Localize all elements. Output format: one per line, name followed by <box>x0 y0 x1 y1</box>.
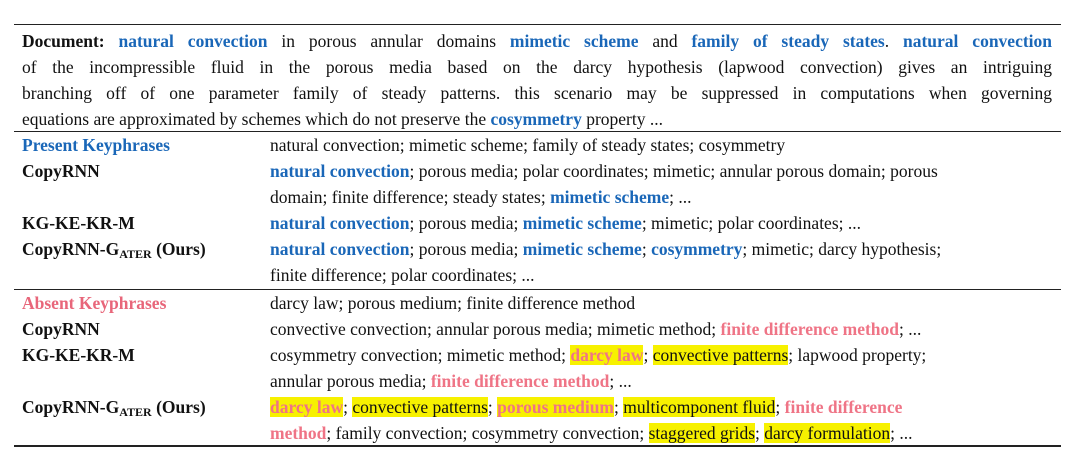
keyphrase-line <box>270 210 1052 236</box>
missed-keyphrase: finite difference method <box>720 319 900 339</box>
text-segment: annular porous media; <box>270 371 431 391</box>
keyphrase-row <box>22 210 1052 236</box>
present-keyphrase: natural convection <box>270 239 410 259</box>
text-segment: ; <box>643 345 653 365</box>
text-segment: ; lapwood property; <box>788 345 927 365</box>
text-segment: ; mimetic; darcy hypothesis; <box>742 239 942 259</box>
highlighted-missed-keyphrase: darcy law <box>270 397 344 417</box>
model-name-text: CopyRNN <box>22 161 100 181</box>
keyphrase-row <box>22 132 1052 158</box>
highlighted-keyphrase: darcy formulation <box>764 423 891 443</box>
highlighted-missed-keyphrase: darcy law <box>570 345 644 365</box>
present-keyphrase: mimetic scheme <box>509 31 639 51</box>
model-name <box>22 210 270 236</box>
missed-keyphrase: finite difference <box>784 397 903 417</box>
top-rule <box>14 24 1061 25</box>
present-keyphrase: natural convection <box>903 31 1053 51</box>
text-segment: equations are approximated by schemes which do not preserve the <box>22 109 491 129</box>
text-segment: ; <box>641 239 652 259</box>
keyphrase-line <box>270 262 1052 288</box>
keyphrase-line <box>270 368 1052 394</box>
highlighted-keyphrase: convective patterns <box>352 397 488 417</box>
document-line <box>22 54 1052 80</box>
text-segment: ; ... <box>669 187 692 207</box>
present-keyphrase: natural convection <box>118 31 268 51</box>
model-name-suffix: (Ours) <box>151 397 206 417</box>
text-segment: ; porous media; polar coordinates; mimetic; annular porous domain; porous <box>409 161 938 181</box>
keyphrase-line <box>270 184 1052 210</box>
text-segment: domain; finite difference; steady states; <box>270 187 551 207</box>
keyphrase-list <box>270 236 1052 288</box>
keyphrase-row <box>22 158 1052 210</box>
keyphrase-line <box>270 132 1052 158</box>
keyphrase-list <box>270 394 1052 446</box>
keyphrase-line <box>270 316 1052 342</box>
present-keyphrase: mimetic scheme <box>522 213 642 233</box>
missed-keyphrase: finite difference method <box>430 371 610 391</box>
text-segment: darcy law; porous medium; finite difference method <box>270 293 636 313</box>
keyphrase-line <box>270 290 1052 316</box>
text-segment: natural convection; mimetic scheme; family of steady states; cosymmetry <box>270 135 786 155</box>
text-segment: ; <box>487 397 498 417</box>
model-name-text: CopyRNN <box>22 319 100 339</box>
text-segment: of the incompressible fluid in the porous media based on the darcy hypothesis (lapwood convection) gives an intriguing <box>22 57 1052 77</box>
keyphrase-line <box>270 236 1052 262</box>
model-name <box>22 316 270 342</box>
text-segment: branching off of one parameter family of steady patterns. this scenario may be suppressed in computations when governing <box>22 83 1052 103</box>
model-name <box>22 236 270 288</box>
text-segment: ; family convection; cosymmetry convection; <box>326 423 649 443</box>
model-name <box>22 342 270 394</box>
text-segment: . <box>884 31 903 51</box>
keyphrase-row <box>22 342 1052 394</box>
document-line <box>22 28 1052 54</box>
keyphrase-list <box>270 342 1052 394</box>
present-keyphrase: natural convection <box>270 213 410 233</box>
keyphrase-list <box>270 210 1052 236</box>
keyphrase-line <box>270 394 1052 420</box>
present-keyphrases-label <box>22 132 270 158</box>
keyphrase-row <box>22 316 1052 342</box>
text-segment: ; <box>343 397 353 417</box>
text-segment: ; <box>775 397 785 417</box>
document-line <box>22 80 1052 106</box>
keyphrase-list <box>270 158 1052 210</box>
bottom-rule <box>14 445 1061 447</box>
document-line <box>22 106 1052 132</box>
text-segment: ; ... <box>890 423 913 443</box>
keyphrase-list <box>270 132 1052 158</box>
text-segment: convective convection; annular porous media; mimetic method; <box>270 319 721 339</box>
keyphrase-row <box>22 394 1052 446</box>
text-segment: ; <box>614 397 624 417</box>
missed-keyphrase: method <box>270 423 327 443</box>
present-keyphrases-section <box>22 132 1052 288</box>
present-keyphrase: family of steady states <box>691 31 885 51</box>
present-keyphrase: mimetic scheme <box>522 239 642 259</box>
highlighted-missed-keyphrase: porous medium <box>497 397 615 417</box>
text-segment: cosymmetry convection; mimetic method; <box>270 345 571 365</box>
absent-keyphrases-label <box>22 290 270 316</box>
absent-keyphrases-section <box>22 290 1052 446</box>
document-line-content <box>119 31 1053 51</box>
keyphrase-list <box>270 316 1052 342</box>
text-segment: and <box>638 31 692 51</box>
document-paragraph <box>22 28 1052 132</box>
highlighted-keyphrase: multicomponent fluid <box>623 397 776 417</box>
text-segment: property ... <box>581 109 663 129</box>
present-keyphrase: cosymmetry <box>490 109 582 129</box>
text-segment: ; porous media; <box>409 239 523 259</box>
text-segment: finite difference; polar coordinates; ... <box>270 265 535 285</box>
model-name <box>22 394 270 446</box>
highlighted-keyphrase: staggered grids <box>648 423 756 443</box>
model-name-text: Absent Keyphrases <box>22 293 167 313</box>
model-name-subscript: ATER <box>119 405 152 419</box>
keyphrase-row <box>22 290 1052 316</box>
model-name-text: KG-KE-KR-M <box>22 345 135 365</box>
keyphrase-row <box>22 236 1052 288</box>
model-name-text: KG-KE-KR-M <box>22 213 135 233</box>
keyphrase-line <box>270 158 1052 184</box>
present-keyphrase: cosymmetry <box>651 239 743 259</box>
keyphrase-list <box>270 290 1052 316</box>
document-label: Document: <box>22 31 105 51</box>
text-segment: ; ... <box>899 319 922 339</box>
text-segment: ; ... <box>609 371 632 391</box>
text-segment: ; porous media; <box>409 213 523 233</box>
model-name <box>22 158 270 210</box>
model-name-text: CopyRNN-G <box>22 239 120 259</box>
present-keyphrase: mimetic scheme <box>550 187 670 207</box>
keyphrase-line <box>270 342 1052 368</box>
text-segment: ; mimetic; polar coordinates; ... <box>641 213 861 233</box>
highlighted-keyphrase: convective patterns <box>652 345 789 365</box>
text-segment: in porous annular domains <box>267 31 510 51</box>
model-name-text: Present Keyphrases <box>22 135 170 155</box>
present-keyphrase: natural convection <box>270 161 410 181</box>
model-name-text: CopyRNN-G <box>22 397 120 417</box>
keyphrase-line <box>270 420 1052 446</box>
model-name-subscript: ATER <box>119 247 152 261</box>
model-name-suffix: (Ours) <box>151 239 206 259</box>
text-segment: ; <box>755 423 765 443</box>
